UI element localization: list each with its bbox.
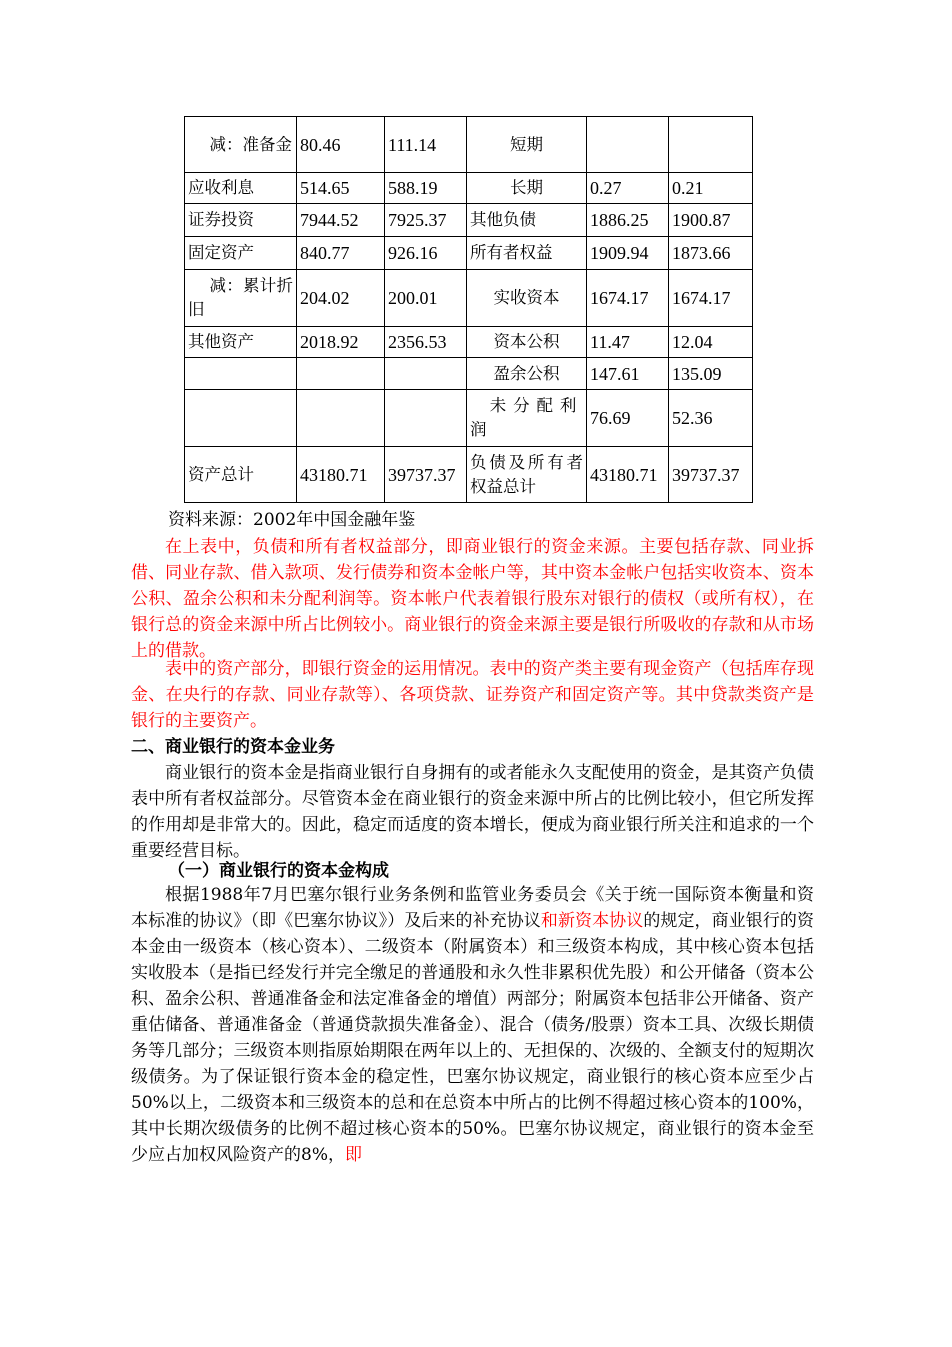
table-cell-value: 2356.53	[385, 327, 467, 358]
text-run-highlight: 和新资本协议	[540, 911, 644, 931]
table-cell-value: 200.01	[385, 270, 467, 327]
table-cell-value: 1674.17	[669, 270, 753, 327]
table-cell-label: 长期	[467, 173, 587, 204]
table-cell-value: 39737.37	[669, 447, 753, 503]
table-cell-value: 39737.37	[385, 447, 467, 503]
table-cell-value	[669, 117, 753, 173]
table-cell-label: 其他资产	[185, 327, 297, 358]
table-cell-label: 资产总计	[185, 447, 297, 503]
table-row	[185, 447, 753, 503]
table-cell-value: 80.46	[297, 117, 385, 173]
table-cell-value: 588.19	[385, 173, 467, 204]
table-cell-label: 固定资产	[185, 237, 297, 270]
table-cell-value: 926.16	[385, 237, 467, 270]
table-cell-value: 43180.71	[587, 447, 669, 503]
table-cell-value: 7944.52	[297, 204, 385, 237]
source-note: 资料来源：2002年中国金融年鉴	[168, 510, 416, 530]
paragraph-capital-intro: 商业银行的资本金是指商业银行自身拥有的或者能永久支配使用的资金，是其资产负债表中所有者权益部分。尽管资本金在商业银行的资金来源中所占的比例比较小，但它所发挥的作用却是非常大的。因此，稳定而适度的资本增长，便成为商业银行所关注和追求的一个重要经营目标。	[131, 763, 814, 861]
table-cell-value	[297, 358, 385, 390]
table-cell-label: 实收资本	[467, 270, 587, 327]
table-cell-value: 135.09	[669, 358, 753, 390]
table-row	[185, 173, 753, 204]
table-cell-value: 0.27	[587, 173, 669, 204]
table-cell-value	[587, 117, 669, 173]
table-cell-value: 2018.92	[297, 327, 385, 358]
table-row	[185, 358, 753, 390]
table-cell-value	[385, 358, 467, 390]
table-cell-value: 7925.37	[385, 204, 467, 237]
table-cell-label: 证券投资	[185, 204, 297, 237]
table-cell-value: 147.61	[587, 358, 669, 390]
table-row	[185, 237, 753, 270]
table-cell-value	[385, 390, 467, 447]
table-row	[185, 390, 753, 447]
text-run: 根据1988年7月巴塞尔银行业务条例和监管业务委员会《关于统一国际资本衡量和资本标准的协议》（即《巴塞尔协议》）及后来的补充协议	[131, 885, 814, 931]
table-cell-value: 1873.66	[669, 237, 753, 270]
table-cell-label: 减：累计折旧	[185, 270, 297, 327]
table-cell-value: 11.47	[587, 327, 669, 358]
paragraph-funding-sources: 在上表中，负债和所有者权益部分，即商业银行的资金来源。主要包括存款、同业拆借、同业存款、借入款项、发行债券和资本金帐户等，其中资本金帐户包括实收资本、资本公积、盈余公积和未分配利润等。资本帐户代表着银行股东对银行的债权（或所有权），在银行总的资金来源中所占比例较小。商业银行的资金来源主要是银行所吸收的存款和从市场上的借款。	[131, 537, 814, 661]
text-run-highlight: 即	[344, 1145, 362, 1165]
table-cell-label: 所有者权益	[467, 237, 587, 270]
table-cell-value	[297, 390, 385, 447]
subsection-heading: （一）商业银行的资本金构成	[168, 861, 389, 881]
table-cell-label: 未分配利润	[467, 390, 587, 447]
table-cell-value: 840.77	[297, 237, 385, 270]
table-cell-label	[185, 390, 297, 447]
table-cell-label: 短期	[467, 117, 587, 173]
table-cell-label: 其他负债	[467, 204, 587, 237]
table-cell-label: 盈余公积	[467, 358, 587, 390]
balance-sheet-table	[184, 116, 753, 503]
section-heading: 二、商业银行的资本金业务	[131, 737, 335, 757]
table-row	[185, 204, 753, 237]
table-cell-label: 应收利息	[185, 173, 297, 204]
paragraph-assets: 表中的资产部分，即银行资金的运用情况。表中的资产类主要有现金资产（包括库存现金、在央行的存款、同业存款等）、各项贷款、证券资产和固定资产等。其中贷款类资产是银行的主要资产。	[131, 659, 814, 731]
table-cell-label	[185, 358, 297, 390]
table-cell-value: 1909.94	[587, 237, 669, 270]
table-cell-value: 76.69	[587, 390, 669, 447]
table-cell-value: 52.36	[669, 390, 753, 447]
table-cell-value: 204.02	[297, 270, 385, 327]
table-cell-value: 111.14	[385, 117, 467, 173]
table-cell-value: 1674.17	[587, 270, 669, 327]
table-cell-label: 资本公积	[467, 327, 587, 358]
text-run: 的规定，商业银行的资本金由一级资本（核心资本）、二级资本（附属资本）和三级资本构成，其中核心资本包括实收股本（是指已经发行并完全缴足的普通股和永久性非累积优先股）和公开储备（资本公积、盈余公积、普通准备金和法定准备金的增值）两部分；附属资本包括非公开储备、资产重估储备、普通准备金（普通贷款损失准备金）、混合（债务/股票）资本工具、次级长期债务等几部分；三级资本则指原始期限在两年以上的、无担保的、次级的、全额支付的短期次级债务。为了保证银行资本金的稳定性，巴塞尔协议规定，商业银行的核心资本应至少占50%以上，二级资本和三级资本的总和在总资本中所占的比例不得超过核心资本的100%，其中长期次级债务的比例不超过核心资本的50%。巴塞尔协议规定，商业银行的资本金至少应占加权风险资产的8%，	[131, 911, 815, 1165]
table-cell-label: 减：准备金	[185, 117, 297, 173]
table-row	[185, 117, 753, 173]
table-cell-value: 43180.71	[297, 447, 385, 503]
paragraph-capital-composition	[131, 882, 814, 1168]
table-cell-label: 负债及所有者权益总计	[467, 447, 587, 503]
table-row	[185, 327, 753, 358]
table-row	[185, 270, 753, 327]
table-cell-value: 1886.25	[587, 204, 669, 237]
table-cell-value: 1900.87	[669, 204, 753, 237]
table-cell-value: 12.04	[669, 327, 753, 358]
table-cell-value: 0.21	[669, 173, 753, 204]
table-cell-value: 514.65	[297, 173, 385, 204]
